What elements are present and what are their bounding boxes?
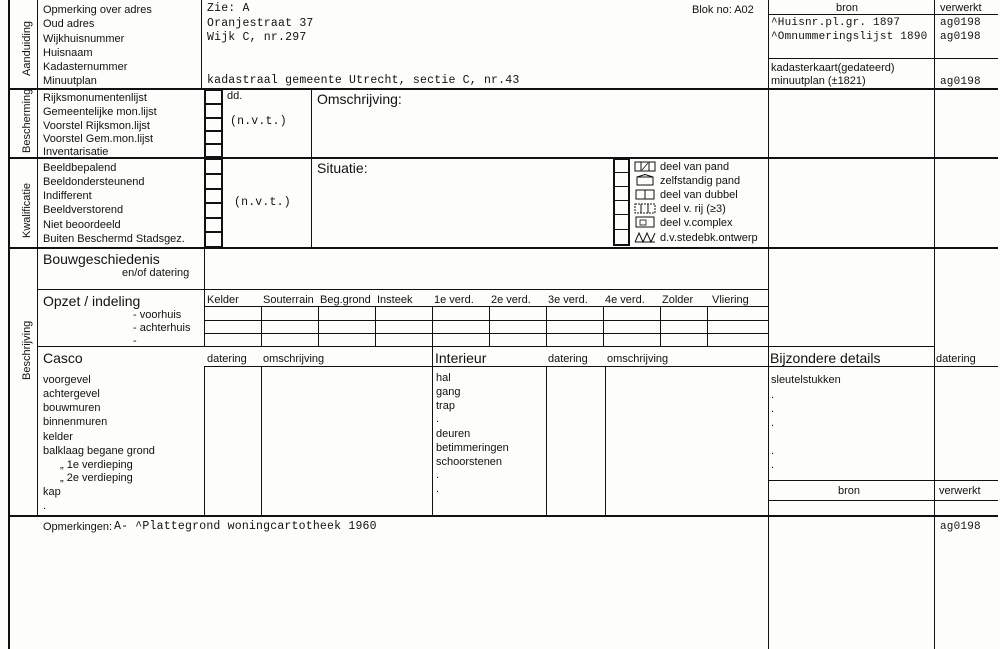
verwerkt-line-3: ag0198 bbox=[940, 76, 981, 88]
zie-value: Zie: A bbox=[207, 2, 250, 15]
interieur-gang: gang bbox=[436, 386, 461, 398]
option-deel-van-pand: deel van pand bbox=[660, 161, 730, 173]
label-minuutplan: Minuutplan bbox=[43, 75, 97, 87]
bron-line-3: kadasterkaart(gedateerd) bbox=[771, 62, 895, 74]
checkbox-beeldbepalend[interactable] bbox=[205, 159, 222, 174]
bescherming-side-label: Bescherming bbox=[21, 88, 33, 153]
label-voorstel-gem-mon-lijst: Voorstel Gem.mon.lijst bbox=[43, 133, 154, 145]
deel-van-pand-icon bbox=[634, 160, 656, 172]
floor-souterrain: Souterrain bbox=[263, 294, 314, 306]
zelfstandig-pand-icon bbox=[634, 174, 656, 186]
option-deel-v-complex: deel v.complex bbox=[660, 217, 733, 229]
label-huisnaam: Huisnaam bbox=[43, 47, 93, 59]
interieur-datering-header: datering bbox=[548, 353, 588, 365]
bron-line-2: ^Omnummeringslijst 1890 bbox=[771, 31, 928, 43]
en-of-datering-label: en/of datering bbox=[122, 267, 190, 279]
label-kadasternummer: Kadasternummer bbox=[43, 61, 128, 73]
checkbox-niet-beoordeeld[interactable] bbox=[205, 218, 222, 232]
verwerkt-line-2: ag0198 bbox=[940, 31, 981, 43]
casco-dot: . bbox=[43, 500, 47, 512]
interieur-dot-2: . bbox=[436, 469, 440, 481]
bijzondere-dot-1: . bbox=[771, 389, 775, 401]
opmerkingen-text: A- ^Plattegrond woningcartotheek 1960 bbox=[114, 520, 377, 533]
checkbox-beeldondersteunend[interactable] bbox=[205, 174, 222, 189]
verwerkt-header: verwerkt bbox=[940, 2, 982, 14]
label-beeldondersteunend: Beeldondersteunend bbox=[43, 176, 145, 188]
label-wijkhuisnummer: Wijkhuisnummer bbox=[43, 33, 125, 45]
label-beeldverstorend: Beeldverstorend bbox=[43, 204, 124, 216]
bron-line-4: minuutplan (±1821) bbox=[771, 75, 866, 87]
bijzondere-dot-5: . bbox=[771, 459, 775, 471]
label-rijksmonumentenlijst: Rijksmonumentenlijst bbox=[43, 92, 147, 104]
label-oud-adres: Oud adres bbox=[43, 18, 95, 30]
casco-heading: Casco bbox=[43, 350, 83, 366]
label-indifferent: Indifferent bbox=[43, 190, 92, 202]
option-stedebk-ontwerp: d.v.stedebk.ontwerp bbox=[660, 232, 758, 244]
opzet-row-other: - bbox=[133, 335, 137, 347]
interieur-deuren: deuren bbox=[436, 428, 471, 440]
bron-header: bron bbox=[836, 2, 859, 14]
floor-3e-verd: 3e verd. bbox=[548, 294, 588, 306]
floor-4e-verd: 4e verd. bbox=[605, 294, 645, 306]
bijzondere-verwerkt-header: verwerkt bbox=[939, 485, 981, 497]
bijzondere-details-heading: Bijzondere details bbox=[770, 350, 881, 366]
casco-1e-verdieping: „ 1e verdieping bbox=[60, 459, 133, 471]
label-gemeentelijke-mon-lijst: Gemeentelijke mon.lijst bbox=[43, 106, 157, 118]
label-beeldbepalend: Beeldbepalend bbox=[43, 162, 117, 174]
aanduiding-side-label: Aanduiding bbox=[21, 20, 33, 76]
verwerkt-line-1: ag0198 bbox=[940, 17, 981, 29]
deel-v-rij-icon bbox=[634, 202, 656, 214]
opzet-row-achterhuis: - achterhuis bbox=[133, 322, 191, 334]
interieur-omschrijving-header: omschrijving bbox=[607, 353, 669, 365]
casco-2e-verdieping: „ 2e verdieping bbox=[60, 472, 133, 484]
bijzondere-dot-2: . bbox=[771, 403, 775, 415]
casco-achtergevel: achtergevel bbox=[43, 388, 100, 400]
checkbox-voorstel-rijksmon[interactable] bbox=[205, 118, 222, 131]
floor-2e-verd: 2e verd. bbox=[491, 294, 531, 306]
bijzondere-bron-header: bron bbox=[838, 485, 861, 497]
beschrijving-side-label: Beschrijving bbox=[21, 320, 33, 380]
bescherming-nvt: (n.v.t.) bbox=[230, 115, 287, 128]
interieur-trap: trap bbox=[436, 400, 455, 412]
floor-beg-grond: Beg.grond bbox=[320, 294, 371, 306]
label-niet-beoordeeld: Niet beoordeeld bbox=[43, 219, 121, 231]
interieur-heading: Interieur bbox=[435, 350, 487, 366]
checkbox-beeldverstorend[interactable] bbox=[205, 203, 222, 218]
kwalificatie-side-label: Kwalificatie bbox=[21, 182, 33, 238]
deel-van-dubbel-icon bbox=[634, 188, 656, 200]
opzet-row-voorhuis: - voorhuis bbox=[133, 309, 182, 321]
opmerkingen-label: Opmerkingen: bbox=[43, 521, 113, 533]
dd-label: dd. bbox=[227, 90, 243, 102]
casco-bouwmuren: bouwmuren bbox=[43, 402, 101, 414]
bouwgeschiedenis-heading: Bouwgeschiedenis bbox=[43, 251, 160, 267]
option-deel-v-rij: deel v. rij (≥3) bbox=[660, 203, 726, 215]
interieur-dot-1: . bbox=[436, 413, 440, 425]
bijzondere-dot-4: . bbox=[771, 445, 775, 457]
floor-vliering: Vliering bbox=[712, 294, 749, 306]
casco-kelder: kelder bbox=[43, 431, 73, 443]
situatie-heading: Situatie: bbox=[317, 160, 368, 176]
floor-insteek: Insteek bbox=[377, 294, 413, 306]
floor-kelder: Kelder bbox=[207, 294, 239, 306]
floor-1e-verd: 1e verd. bbox=[434, 294, 474, 306]
deel-v-complex-icon bbox=[634, 216, 656, 228]
casco-binnenmuren: binnenmuren bbox=[43, 416, 108, 428]
casco-balklaag: balklaag begane grond bbox=[43, 445, 155, 457]
opmerkingen-verwerkt: ag0198 bbox=[940, 521, 981, 533]
bijzondere-dot-3: . bbox=[771, 417, 775, 429]
stedebk-ontwerp-icon bbox=[634, 231, 656, 243]
checkbox-buiten-beschermd[interactable] bbox=[205, 232, 222, 247]
checkbox-voorstel-gem[interactable] bbox=[205, 131, 222, 144]
kwalificatie-nvt: (n.v.t.) bbox=[234, 196, 291, 209]
option-deel-van-dubbel: deel van dubbel bbox=[660, 189, 738, 201]
checkbox-rijksmonumentenlijst[interactable] bbox=[205, 90, 222, 104]
label-opmerking-adres: Opmerking over adres bbox=[43, 4, 152, 16]
casco-datering-header: datering bbox=[207, 353, 247, 365]
floor-zolder: Zolder bbox=[662, 294, 694, 306]
option-zelfstandig-pand: zelfstandig pand bbox=[660, 175, 741, 187]
oud-adres-value: Oranjestraat 37 bbox=[207, 17, 314, 30]
checkbox-gemeentelijke[interactable] bbox=[205, 104, 222, 118]
blok-number: Blok no: A02 bbox=[692, 4, 754, 16]
casco-omschrijving-header: omschrijving bbox=[263, 353, 325, 365]
label-voorstel-rijksmon-lijst: Voorstel Rijksmon.lijst bbox=[43, 120, 150, 132]
interieur-schoorstenen: schoorstenen bbox=[436, 456, 503, 468]
interieur-hal: hal bbox=[436, 372, 451, 384]
bron-line-1: ^Huisnr.pl.gr. 1897 bbox=[771, 17, 901, 29]
casco-kap: kap bbox=[43, 486, 61, 498]
checkbox-indifferent[interactable] bbox=[205, 189, 222, 203]
opzet-indeling-heading: Opzet / indeling bbox=[43, 293, 141, 309]
bijzondere-datering-header: datering bbox=[936, 353, 976, 365]
interieur-betimmeringen: betimmeringen bbox=[436, 442, 509, 454]
casco-voorgevel: voorgevel bbox=[43, 374, 91, 386]
bijzondere-sleutelstukken: sleutelstukken bbox=[771, 374, 841, 386]
minuutplan-value: kadastraal gemeente Utrecht, sectie C, nr.43 bbox=[207, 74, 520, 87]
wijkhuisnummer-value: Wijk C, nr.297 bbox=[207, 31, 307, 44]
omschrijving-heading: Omschrijving: bbox=[317, 91, 402, 107]
label-buiten-beschermd: Buiten Beschermd Stadsgez. bbox=[43, 233, 185, 245]
interieur-dot-3: . bbox=[436, 483, 440, 495]
label-inventarisatie: Inventarisatie bbox=[43, 146, 109, 158]
checkbox-inventarisatie[interactable] bbox=[205, 144, 222, 157]
